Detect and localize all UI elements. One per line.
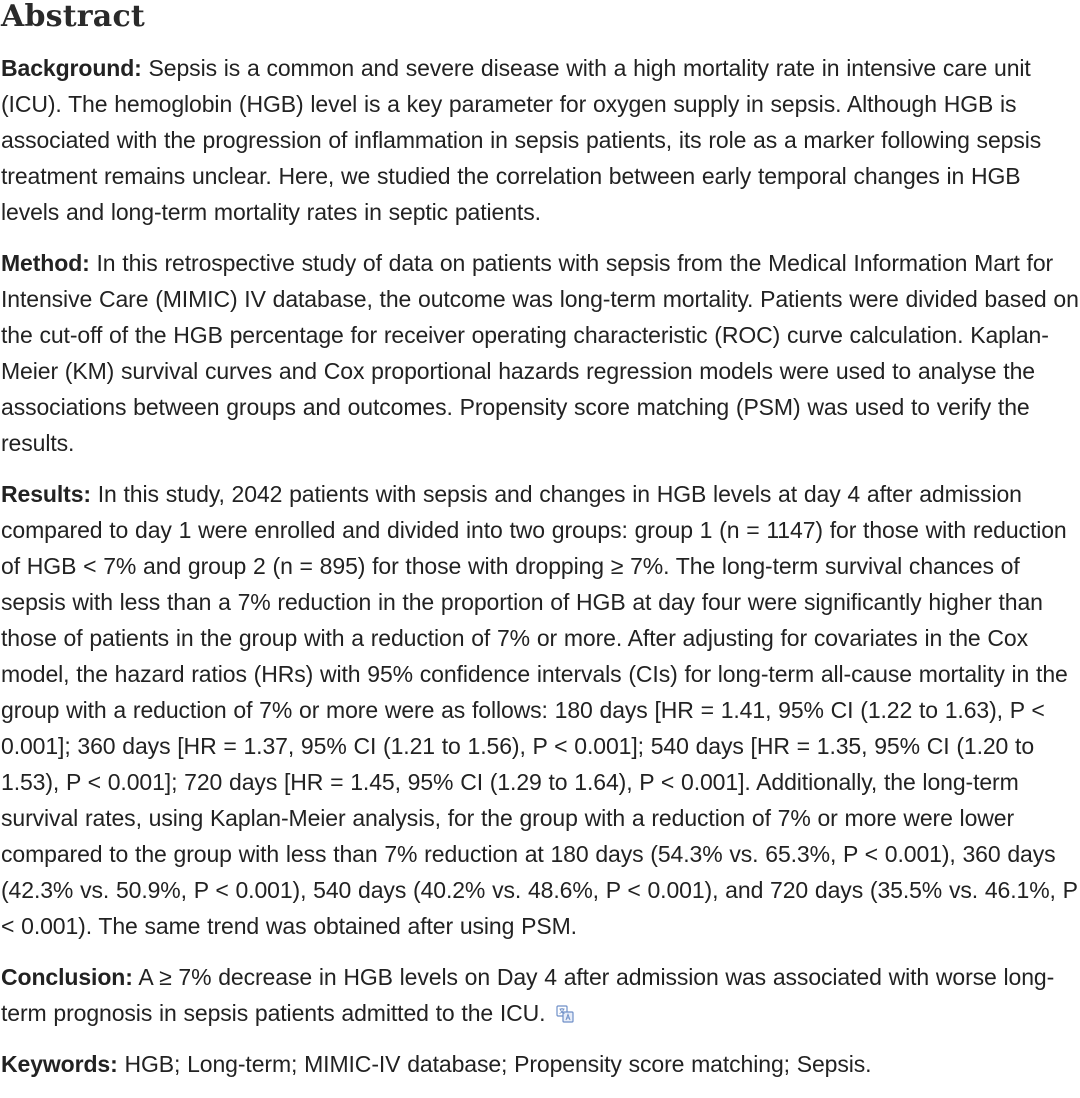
- background-label: Background:: [1, 55, 142, 81]
- method-text: In this retrospective study of data on patients with sepsis from the Medical Information Mart for Intensive Care (MIMIC) IV database, the outcome was long-term mortality. Patients were divided based on the cut-off of the HGB percentage for receiver operating characteristic (ROC) curve calculation. Kaplan-Meier (KM) survival curves and Cox proportional hazards regression models were used to analyse the associations between groups and outcomes. Propensity score matching (PSM) was used to verify the results.: [1, 250, 1079, 456]
- translate-icon-graphic: [556, 1005, 574, 1023]
- background-section: [1, 50, 1079, 230]
- translate-icon[interactable]: [556, 997, 574, 1015]
- method-section: [1, 245, 1079, 461]
- abstract-heading: Abstract: [1, 0, 145, 34]
- keywords-label: Keywords:: [1, 1051, 118, 1077]
- conclusion-section: [1, 959, 1079, 1031]
- method-label: Method:: [1, 250, 90, 276]
- results-text: In this study, 2042 patients with sepsis and changes in HGB levels at day 4 after admission compared to day 1 were enrolled and divided into two groups: group 1 (n = 1147) for those with reduction of HGB < 7% and group 2 (n = 895) for those with dropping ≥ 7%. The long-term survival chances of sepsis with less than a 7% reduction in the proportion of HGB at day four were significantly higher than those of patients in the group with a reduction of 7% or more. After adjusting for covariates in the Cox model, the hazard ratios (HRs) with 95% confidence intervals (CIs) for long-term all-cause mortality in the group with a reduction of 7% or more were as follows: 180 days [HR = 1.41, 95% CI (1.22 to 1.63), P < 0.001]; 360 days [HR = 1.37, 95% CI (1.21 to 1.56), P < 0.001]; 540 days [HR = 1.35, 95% CI (1.20 to 1.53), P < 0.001]; 720 days [HR = 1.45, 95% CI (1.29 to 1.64), P < 0.001]. Additionally, the long-term survival rates, using Kaplan-Meier analysis, for the group with a reduction of 7% or more were lower compared to the group with less than 7% reduction at 180 days (54.3% vs. 65.3%, P < 0.001), 360 days (42.3% vs. 50.9%, P < 0.001), 540 days (40.2% vs. 48.6%, P < 0.001), and 720 days (35.5% vs. 46.1%, P < 0.001). The same trend was obtained after using PSM.: [1, 481, 1078, 939]
- results-section: [1, 476, 1079, 944]
- conclusion-text: A ≥ 7% decrease in HGB levels on Day 4 after admission was associated with worse long-term prognosis in sepsis patients admitted to the ICU.: [1, 964, 1055, 1026]
- keywords-text: HGB; Long-term; MIMIC-IV database; Propensity score matching; Sepsis.: [124, 1051, 872, 1077]
- keywords-section: [1, 1046, 1079, 1082]
- results-label: Results:: [1, 481, 91, 507]
- background-text: Sepsis is a common and severe disease with a high mortality rate in intensive care unit (ICU). The hemoglobin (HGB) level is a key parameter for oxygen supply in sepsis. Although HGB is associated with the progression of inflammation in sepsis patients, its role as a marker following sepsis treatment remains unclear. Here, we studied the correlation between early temporal changes in HGB levels and long-term mortality rates in septic patients.: [1, 55, 1042, 225]
- conclusion-label: Conclusion:: [1, 964, 133, 990]
